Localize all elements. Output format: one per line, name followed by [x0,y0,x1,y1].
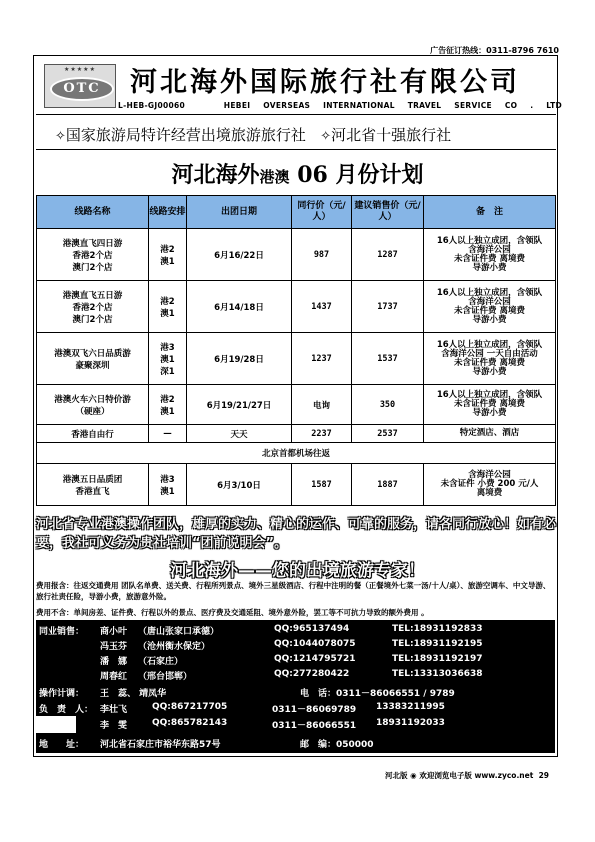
ad-hotline: 广告征订热线：0311-8796 7610 [430,46,559,55]
table-row [37,464,556,506]
cell-line: 港3 [160,342,175,353]
address-bar [36,733,555,753]
cell-line: 澳1 [160,486,175,497]
tour-name [37,425,149,443]
table-row [37,333,556,385]
tour-date: 6月19/28日 [187,333,292,385]
agent-qq: QQ:277280422 [274,669,350,679]
cell-line: 未含证件费 离境费 [454,399,525,409]
cell-line: （硬座） [75,406,110,417]
retail-price: 1537 [352,333,424,385]
cell-line: 港2 [160,394,175,405]
cell-line: 港澳火车六日特价游 [54,394,131,405]
zip-code: 邮 编：050000 [300,740,374,750]
cell-line: 含海洋公园 [468,244,511,255]
table-header [37,196,556,229]
company-name: 河北海外国际旅行社有限公司 [130,67,520,98]
cell-line: 香港自由行 [71,429,114,440]
cell-line: 导游小费 [472,262,507,273]
page-number: 29 [538,771,549,780]
cell-line: 离境费 [476,488,503,498]
promo-slogan: 河北海外——您的出境旅游专家！ [170,561,425,581]
license-tags [55,124,451,145]
plan-title [0,158,595,189]
tour-note [424,385,556,425]
tour-note [424,464,556,506]
agent-name: 周春红 [100,672,128,682]
tour-note [424,425,556,443]
license-number: L-HEB-GJ00060 [118,101,186,110]
cell-line: 澳1 [160,406,175,417]
cell-line: 16人以上独立成团，含领队 [436,339,543,350]
agent-tel: TEL:18931192195 [392,639,483,649]
agent-qq: QQ:1044078075 [274,639,356,649]
cell-line: 豪聚深圳 [75,360,110,371]
logo-stars: ★★★★★ [64,66,96,73]
agent-name: 商小叶 [100,627,128,637]
table-row [37,229,556,281]
tour-arrangement [149,464,187,506]
tag-national: 国家旅游局特许经营出境旅游旅行社 [65,126,306,144]
tour-date: 天天 [187,425,292,443]
table-row [37,385,556,425]
cell-line: 香港2个店 [72,250,113,261]
cell-line: 16人以上独立成团，含领队 [436,287,543,298]
tour-name [37,385,149,425]
tour-arrangement [149,333,187,385]
cell-line: 导游小费 [472,408,507,418]
cell-line: 港澳五日品质团 [62,474,123,485]
tour-arrangement [149,281,187,333]
tour-name [37,229,149,281]
manager-name: 李 雯 [100,721,128,731]
address: 河北省石家庄市裕华东路57号 [100,740,221,750]
manager-mobile: 18931192033 [376,718,445,728]
tag-province: 河北省十强旅行社 [331,126,452,144]
plan-prefix: 河北海外 [171,162,260,188]
plan-route: 港澳 [259,168,290,186]
address-label: 地 址： [39,740,85,750]
table-row [37,281,556,333]
plan-month: 06 月份计划 [297,162,424,188]
cell-line: 未含证件 小费 200 元/人 [440,479,539,489]
section-title: 北京首都机场往返 [37,443,556,464]
ops-label: 操作计调： [39,689,85,699]
cell-line: 香港2个店 [72,302,113,313]
promo-text: 河北省专业港澳操作团队，雄厚的实力、精心的运作、可靠的服务，请各同行放心！如有必要，我社可义务为贵社培训“团前说明会”。 [36,517,557,551]
cell-line: — [163,428,172,439]
retail-price: 1737 [352,281,424,333]
col-header: 建议销售价（元/人） [352,196,424,229]
peer-price: 1237 [292,333,352,385]
star-icon: ✧ [320,129,332,144]
manager-qq: QQ:867217705 [152,702,228,712]
tour-arrangement [149,385,187,425]
cell-line: 16人以上独立成团，含领队 [436,390,543,400]
col-header: 线路安排 [149,196,187,229]
cell-line: 16人以上独立成团，含领队 [436,235,543,246]
manager-qq: QQ:865782143 [152,718,228,728]
cell-line: 未含证件费 离境费 [454,253,525,264]
manager-phone: 0311－86069789 [272,705,357,715]
section-row [37,443,556,464]
company-logo [44,64,116,108]
peer-price: 1437 [292,281,352,333]
cell-line: 澳门2个店 [72,262,113,273]
peer-price: 2237 [292,425,352,443]
cell-line: 港澳双飞六日品质游 [54,348,131,359]
cell-line: 港3 [160,474,175,485]
agent-region: （唐山张家口承德） [138,627,220,637]
col-header: 备 注 [424,196,556,229]
manager-phone: 0311－86066551 [272,721,357,731]
tour-arrangement [149,229,187,281]
manager-mobile: 13383211995 [376,702,445,712]
sales-label: 同业销售： [39,627,85,637]
tour-name [37,333,149,385]
cell-line: 特定酒店、酒店 [459,428,520,438]
cell-line: 含海洋公园 一天自由活动 [441,348,538,359]
footer-edition: 河北版 [385,771,408,780]
col-header: 出团日期 [187,196,292,229]
table-row [37,425,556,443]
footer-slogan: 欢迎浏览电子版 www.zyco.net [419,771,534,780]
cell-line: 港澳直飞五日游 [62,290,123,301]
company-english-name [118,101,562,110]
cell-line: 导游小费 [472,366,507,377]
cell-line: 香港直飞 [75,486,110,497]
retail-price: 1887 [352,464,424,506]
ops-names: 王 蕊、 靖凤华 [100,689,167,699]
tour-date: 6月3/10日 [187,464,292,506]
tour-note [424,333,556,385]
ops-phone: 电 话：0311－86066551 / 9789 [300,689,455,699]
divider [36,114,556,115]
cell-line: 港澳直飞四日游 [62,238,123,249]
agent-tel: TEL:13313036638 [392,669,483,679]
peer-price: 987 [292,229,352,281]
cell-line: 澳门2个店 [72,314,113,325]
fee-include: 费用报含：往返交通费用 团队名单费、送关费、行程所列景点、境外三星级酒店、行程中注明的餐（正餐境外七菜一汤/十人/桌）、旅游空调车、中文导游、旅行社责任险，导游小费，旅游意外险。 [36,581,551,601]
agent-region: （邢台邯郸） [138,672,193,682]
peer-price: 电询 [292,385,352,425]
divider [36,149,556,150]
retail-price: 1287 [352,229,424,281]
cell-line: 港2 [160,244,175,255]
agent-name: 冯玉芬 [100,642,128,652]
cell-line: 未含证件费 离境费 [454,357,525,368]
agent-name: 潘 娜 [100,657,128,667]
page-footer [385,770,549,781]
tour-note [424,229,556,281]
tour-name [37,464,149,506]
star-icon: ✧ [55,129,66,144]
manager-label: 负 责 人： [39,705,94,715]
cell-line: 含海洋公园 [468,296,511,307]
cell-line: 澳1 [160,256,175,267]
agent-qq: QQ:1214795721 [274,654,356,664]
cell-line: 未含证件费 离境费 [454,305,525,316]
cell-line: 澳1 [160,354,175,365]
tour-date: 6月14/18日 [187,281,292,333]
tour-date: 6月16/22日 [187,229,292,281]
cell-line: 含海洋公园 [468,470,511,480]
tour-name [37,281,149,333]
retail-price: 350 [352,385,424,425]
tour-arrangement [149,425,187,443]
tour-note [424,281,556,333]
cell-line: 港2 [160,296,175,307]
agent-qq: QQ:965137494 [274,624,350,634]
agent-tel: TEL:18931192833 [392,624,483,634]
logo-oval: OTC [50,77,114,101]
english-name: HEBEI OVERSEAS INTERNATIONAL TRAVEL SERVICE CO . LTD [223,101,563,110]
contact-panel [36,620,555,733]
tour-date: 6月19/21/27日 [187,385,292,425]
fee-exclude: 费用不含：单间房差、证件费、行程以外的景点、医疗费及交通延阻、境外意外险，罢工等不可抗力导致的额外费用 。 [36,608,429,617]
col-header: 同行价（元/人） [292,196,352,229]
logo-icon: ◉ [410,771,417,780]
agent-tel: TEL:18931192197 [392,654,483,664]
agent-region: （石家庄） [138,657,184,667]
cell-line: 深1 [160,366,175,377]
tour-table [36,195,556,506]
retail-price: 2537 [352,425,424,443]
blank-box [36,716,76,734]
col-header: 线路名称 [37,196,149,229]
peer-price: 1587 [292,464,352,506]
manager-name: 李壮飞 [100,705,128,715]
agent-region: （沧州衡水保定） [138,642,211,652]
cell-line: 澳1 [160,308,175,319]
cell-line: 导游小费 [472,314,507,325]
